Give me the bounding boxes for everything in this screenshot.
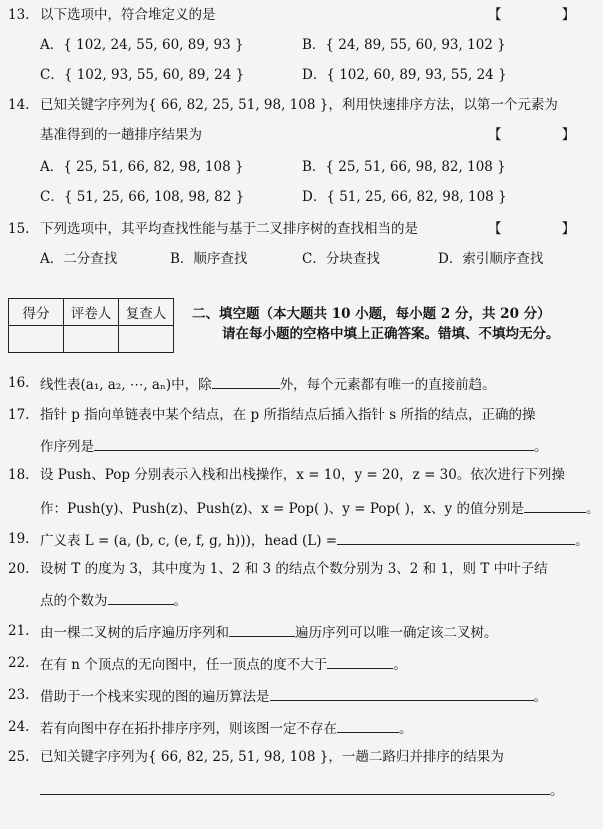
option-d: D．索引顺序查找 — [438, 251, 544, 267]
question-text: 外，每个元素都有唯一的直接前趋。 — [279, 377, 496, 393]
question-text: 点的个数为 — [40, 593, 108, 609]
question-number: 21. — [8, 623, 30, 639]
answer-blank[interactable] — [524, 498, 586, 513]
answer-blank[interactable] — [40, 780, 550, 795]
option-d: D．{ 51, 25, 66, 82, 98, 108 } — [302, 189, 507, 205]
question-number: 14. — [8, 97, 30, 113]
question-number: 13. — [8, 7, 30, 23]
question-text: 由一棵二叉树的后序遍历序列和 — [40, 625, 229, 641]
question-number: 22. — [8, 655, 30, 671]
question-number: 16. — [8, 375, 30, 391]
option-c: C．{ 51, 25, 66, 108, 98, 82 } — [40, 189, 245, 205]
option-b: B．{ 24, 89, 55, 60, 93, 102 } — [302, 37, 506, 53]
question-number: 20. — [8, 561, 30, 577]
option-a: A．{ 102, 24, 55, 60, 89, 93 } — [40, 37, 244, 53]
question-number: 24. — [8, 719, 30, 735]
answer-blank[interactable] — [212, 374, 280, 389]
option-b: B．{ 25, 51, 66, 98, 82, 108 } — [302, 159, 506, 175]
period: 。 — [399, 721, 413, 737]
question-text: 若有向图中存在拓扑排序序列，则该图一定不存在 — [40, 721, 337, 737]
question-stem-cont: 基准得到的一趟排序结果为 — [40, 127, 202, 143]
question-text: 遍历序列可以唯一确定该二叉树。 — [295, 625, 498, 641]
answer-blank[interactable] — [229, 622, 295, 637]
score-header: 得分 — [9, 299, 64, 326]
question-text: 作序列是 — [40, 439, 94, 455]
question-text: 设 Push、Pop 分别表示入栈和出栈操作，x = 10，y = 20，z = 30。依次进行下列操 — [40, 467, 565, 483]
period: 。 — [393, 657, 407, 673]
period: 。 — [173, 593, 187, 609]
answer-blank[interactable] — [337, 718, 399, 733]
question-text: 设树 T 的度为 3，其中度为 1、2 和 3 的结点个数分别为 3、2 和 1，则 T 中叶子结 — [40, 561, 548, 577]
answer-blank[interactable] — [108, 590, 174, 605]
question-number: 17. — [8, 407, 30, 423]
question-number: 18. — [8, 467, 30, 483]
question-stem: 下列选项中，其平均查找性能与基于二叉排序树的查找相当的是 — [40, 221, 418, 237]
reviewer-header: 复查人 — [119, 299, 174, 326]
question-text: 线性表(a₁, a₂, ⋯, aₙ)中，除 — [40, 377, 212, 393]
section-title: 二、填空题（本大题共 10 小题，每小题 2 分，共 20 分） — [192, 306, 551, 322]
question-text: 指针 p 指向单链表中某个结点，在 p 所指结点后插入指针 s 所指的结点，正确的操 — [40, 407, 536, 423]
question-stem: 以下选项中，符合堆定义的是 — [40, 7, 216, 23]
option-a: A．二分查找 — [40, 251, 118, 267]
section-instructions: 请在每小题的空格中填上正确答案。错填、不填均无分。 — [222, 326, 560, 342]
question-text: 在有 n 个顶点的无向图中，任一顶点的度不大于 — [40, 657, 328, 673]
option-b: B．顺序查找 — [170, 251, 248, 267]
answer-bracket: 【 】 — [488, 221, 603, 237]
question-stem: 已知关键字序列为{ 66, 82, 25, 51, 98, 108 }，利用快速排序方法，以第一个元素为 — [40, 97, 558, 113]
option-c: C．{ 102, 93, 55, 60, 89, 24 } — [40, 67, 245, 83]
answer-blank[interactable] — [327, 654, 393, 669]
answer-blank[interactable] — [337, 530, 575, 545]
score-cell[interactable] — [9, 326, 64, 353]
period: 。 — [534, 439, 548, 455]
question-text: 广义表 L = (a, (b, c, (e, f, g, h)))，head (L) = — [40, 533, 338, 549]
answer-blank[interactable] — [94, 436, 534, 451]
question-number: 25. — [8, 749, 30, 765]
answer-bracket: 【 】 — [488, 127, 603, 143]
question-text: 已知关键字序列为{ 66, 82, 25, 51, 98, 108 }，一趟二路归并排序的结果为 — [40, 749, 504, 765]
period: 。 — [575, 533, 589, 549]
period: 。 — [585, 501, 600, 517]
score-table — [8, 298, 174, 353]
period: 。 — [533, 689, 547, 705]
grader-header: 评卷人 — [64, 299, 119, 326]
option-c: C．分块查找 — [302, 251, 380, 267]
question-text: 作：Push(y)、Push(z)、Push(z)、x = Pop( )、y = Pop( )，x、y 的值分别是 — [40, 501, 524, 517]
answer-bracket: 【 】 — [488, 7, 603, 23]
question-number: 19. — [8, 531, 30, 547]
answer-blank[interactable] — [270, 686, 534, 701]
question-number: 23. — [8, 687, 30, 703]
period: 。 — [550, 783, 564, 799]
reviewer-cell[interactable] — [119, 326, 174, 353]
option-d: D．{ 102, 60, 89, 93, 55, 24 } — [302, 67, 507, 83]
option-a: A．{ 25, 51, 66, 82, 98, 108 } — [40, 159, 244, 175]
question-number: 15. — [8, 221, 30, 237]
question-text: 借助于一个栈来实现的图的遍历算法是 — [40, 689, 270, 705]
grader-cell[interactable] — [64, 326, 119, 353]
